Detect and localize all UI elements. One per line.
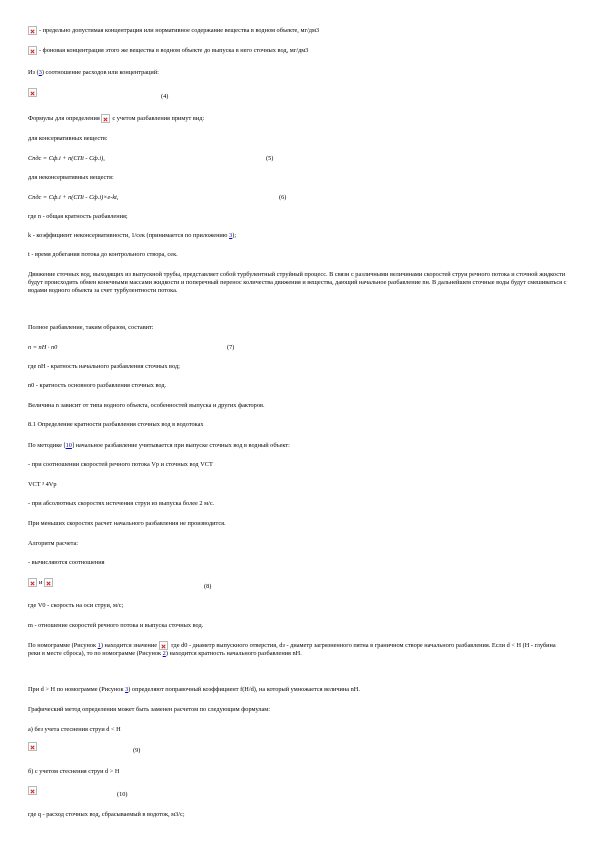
text-line: для консервативных веществ: <box>28 135 108 142</box>
text-line: где n - общая кратность разбавления; <box>28 213 128 220</box>
text-line: где nН - кратность начального разбавления сточных вод; <box>28 363 180 370</box>
broken-image-icon <box>28 26 37 35</box>
formula-image-line <box>28 742 39 751</box>
text-line: Величина n зависит от типа водного объекта, особенностей выпуска и других факторов. <box>28 402 265 409</box>
reference-link[interactable]: 3 <box>38 69 42 76</box>
broken-image-icon <box>28 578 37 587</box>
formula-image-line <box>28 786 39 795</box>
formula-image-line <box>28 88 39 97</box>
text-line: Формулы для определения с учетом разбавления примут вид: <box>28 114 205 122</box>
text-line: - предельно допустимая концентрация или нормативное содержание вещества в водном объекте, мг/дм3 <box>28 26 319 35</box>
text-line: k - коэффициент неконсервативности, 1/сек (принимается по приложению 3); <box>28 232 237 239</box>
formula-line: VСТ ³ 4Vр <box>28 481 57 488</box>
equation-number: (10) <box>117 791 128 798</box>
figure-link[interactable]: 3 <box>125 686 129 693</box>
text-line: Алгоритм расчета: <box>28 540 79 547</box>
broken-image-icon <box>101 114 110 123</box>
broken-image-icon <box>28 88 37 97</box>
formula-line: Cпдс = Cф.i + n(CПi - Cф.i)×e-kt, <box>28 194 119 201</box>
equation-number: (9) <box>133 747 141 754</box>
equation-number: (8) <box>204 583 212 590</box>
figure-link[interactable]: 1 <box>97 641 101 649</box>
text-line: m - отношение скоростей речного потока и выпуска сточных вод. <box>28 622 204 629</box>
paragraph: По номограмме (Рисунок 1) находится значение где d0 - диаметр выпускного отверстия, dз - диаметр загрязненного пятна в граничном створе начального разбавления. Если d < H (H - глубина реки в месте сброса), то по номограмме (Рисунок 2) находится кратность начального разбавления nН. <box>28 641 556 657</box>
text-line: - при абсолютных скоростях истечения струи из выпуска более 2 м/с. <box>28 500 215 507</box>
broken-image-icon <box>44 578 53 587</box>
equation-number: (7) <box>227 344 235 351</box>
text-line: Полное разбавление, таким образом, составит: <box>28 324 154 331</box>
text-line: б) с учетом стеснения струи d > H <box>28 768 120 775</box>
text-line: t - время добегания потока до контрольного створа, сек. <box>28 251 178 258</box>
broken-image-icon <box>28 786 37 795</box>
figure-link[interactable]: 2 <box>162 650 166 657</box>
formula-line: Cпдс = Cф.i + n(CПi - Cф.i), <box>28 155 105 162</box>
text-line: - фоновая концентрация этого же вещества в водном объекте до выпуска в него сточных вод, мг/дм3 <box>28 46 308 55</box>
reference-link[interactable]: 10 <box>65 442 72 449</box>
text-line: где V0 - скорость на оси струи, м/с; <box>28 602 124 609</box>
text-line: а) без учета стеснения струи d < H <box>28 726 121 733</box>
text-line: По методике [10] начальное разбавление учитывается при выпуске сточных вод в водный объект: <box>28 442 290 449</box>
paragraph: Движение сточных вод, выходящих из выпускной трубы, представляет собой турбулентный струйный процесс. В связи с различными величинами скоростей струи речного потока и сточной жидкости будут происходить обмен конечными массами жидкости и поперечный перенос количества движения и вещества, дающий начальное разбавление nн. В дальнейшем сточные воды будут смешиваться с водами водного объекта за счет турбулентности потока. <box>28 271 567 294</box>
text-line: для неконсервативных веществ: <box>28 174 114 181</box>
equation-number: (5) <box>266 155 274 162</box>
equation-number: (6) <box>279 194 287 201</box>
formula-line: n = nН · n0 <box>28 344 58 351</box>
text-line: - при соотношении скоростей речного потока Vр и сточных вод VСТ <box>28 461 213 468</box>
broken-image-icon <box>28 742 37 751</box>
text-line: Графический метод определения может быть заменен расчетом по следующим формулам: <box>28 706 271 713</box>
broken-image-icon <box>159 641 168 650</box>
text-line: где q - расход сточных вод, сбрасываемый в водоток, м3/с; <box>28 811 185 818</box>
text-line: Из (3) соотношение расходов или концентраций: <box>28 69 159 76</box>
section-heading: 8.1 Определение кратности разбавления сточных вод в водотоках <box>28 421 204 428</box>
broken-image-icon <box>28 46 37 55</box>
text-line: - вычисляются соотношения <box>28 559 105 566</box>
formula-image-line: и <box>28 578 55 587</box>
text-line: n0 - кратность основного разбавления сточных вод. <box>28 382 167 389</box>
text-line: При d > H по номограмме (Рисунок 3) определяют поправочный коэффициент f(H/d), на который умножается величина nН. <box>28 686 360 693</box>
text-line: При меньших скоростях расчет начального разбавления не производится. <box>28 520 226 527</box>
equation-number: (4) <box>161 93 169 100</box>
reference-link[interactable]: 3 <box>229 232 233 239</box>
